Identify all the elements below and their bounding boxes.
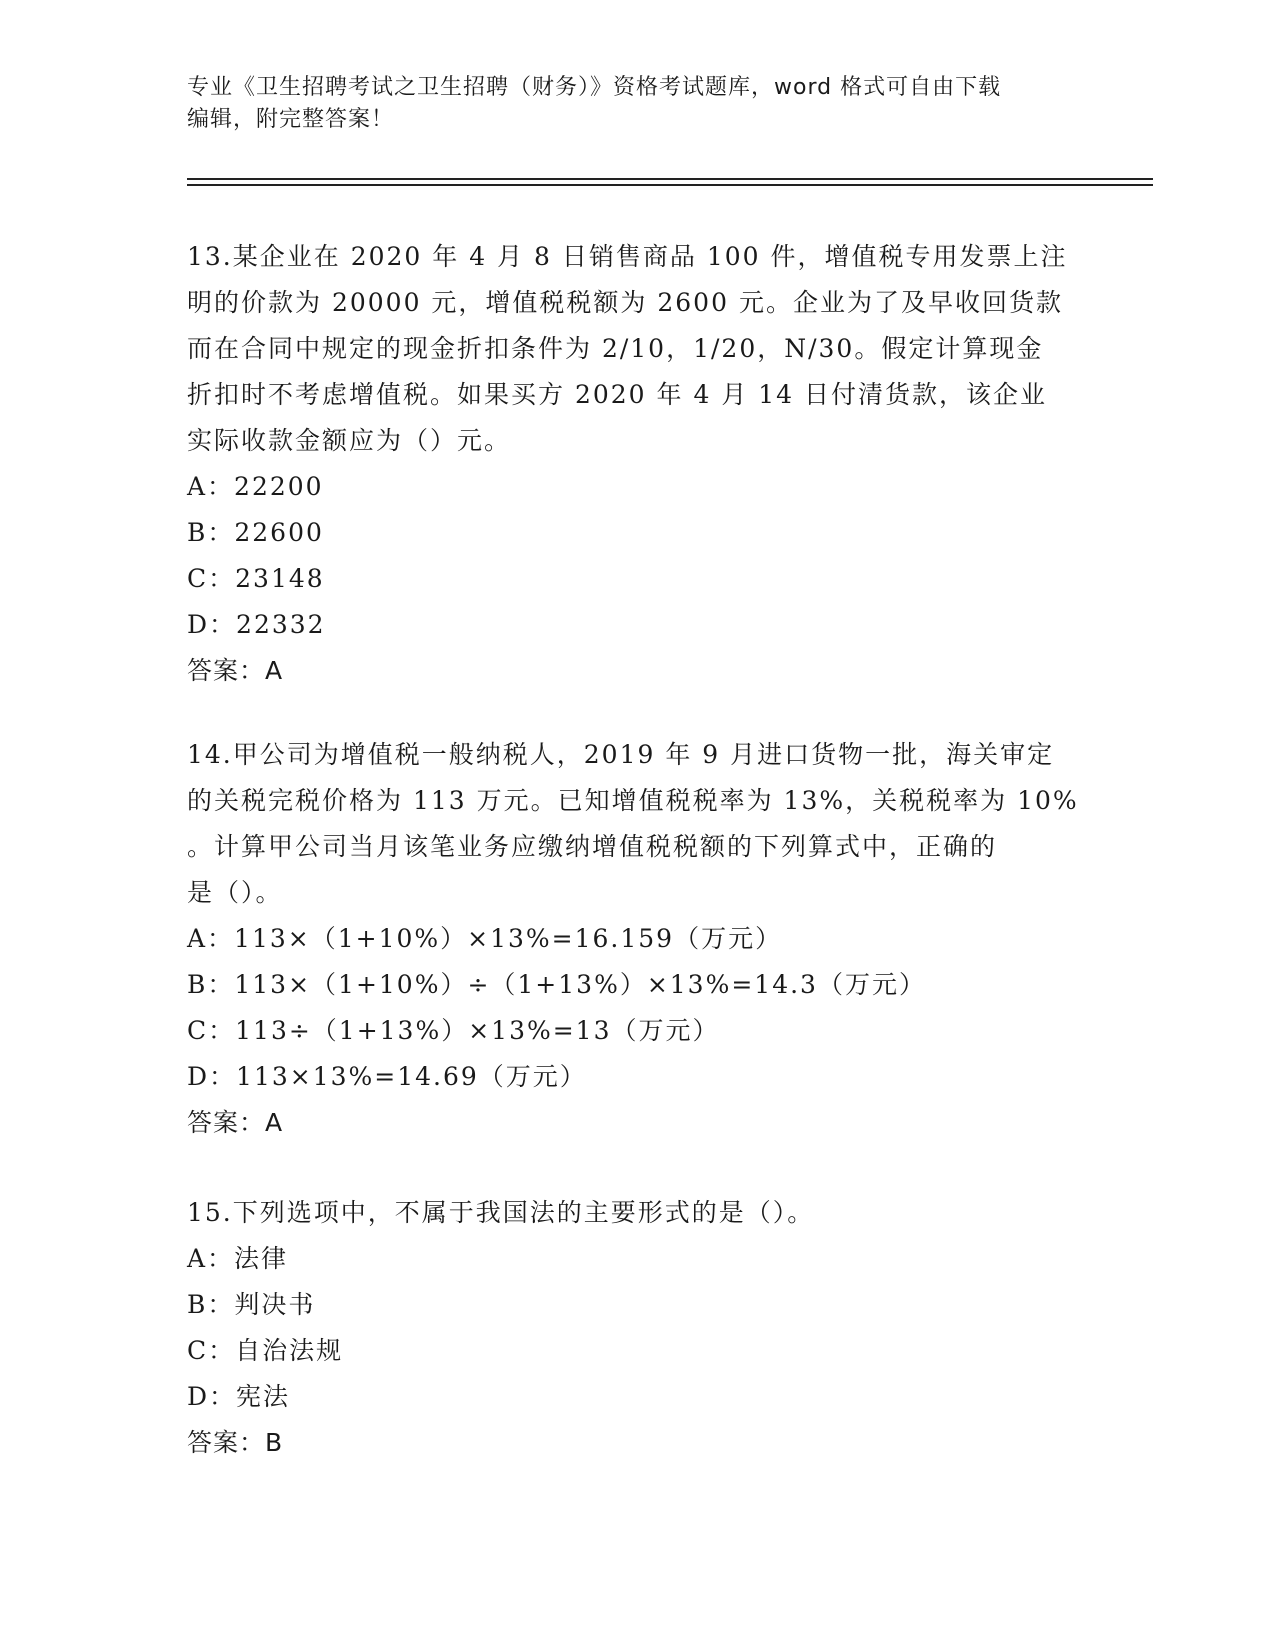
option-a: A：法律 bbox=[187, 1244, 289, 1273]
question-line: 是（）。 bbox=[187, 878, 283, 907]
question-13 bbox=[187, 234, 1087, 694]
question-line: 而在合同中规定的现金折扣条件为 2/10，1/20，N/30。假定计算现金 bbox=[187, 334, 1044, 363]
question-line: 14.甲公司为增值税一般纳税人，2019 年 9 月进口货物一批，海关审定 bbox=[187, 740, 1055, 769]
question-text bbox=[187, 234, 1087, 464]
question-line: 15.下列选项中，不属于我国法的主要形式的是（）。 bbox=[187, 1198, 815, 1227]
answer-label: 答案：A bbox=[187, 1108, 284, 1137]
question-line: 的关税完税价格为 113 万元。已知增值税税率为 13%，关税税率为 10% bbox=[187, 786, 1079, 815]
answer-label: 答案：B bbox=[187, 1428, 284, 1457]
question-line: 明的价款为 20000 元，增值税税额为 2600 元。企业为了及早收回货款 bbox=[187, 288, 1063, 317]
answer-label: 答案：A bbox=[187, 656, 284, 685]
question-line: 13.某企业在 2020 年 4 月 8 日销售商品 100 件，增值税专用发票上注 bbox=[187, 242, 1068, 271]
header-line-2: 编辑，附完整答案！ bbox=[187, 107, 395, 132]
document-header bbox=[187, 72, 1067, 136]
header-divider-top bbox=[187, 178, 1153, 180]
option-c: C：113÷（1+13%）×13%=13（万元） bbox=[187, 1016, 720, 1045]
question-14 bbox=[187, 732, 1087, 1146]
option-a: A：113×（1+10%）×13%=16.159（万元） bbox=[187, 924, 783, 953]
option-a: A：22200 bbox=[187, 472, 324, 501]
option-b: B：22600 bbox=[187, 518, 324, 547]
option-c: C：自治法规 bbox=[187, 1336, 344, 1365]
option-c: C：23148 bbox=[187, 564, 325, 593]
option-d: D：22332 bbox=[187, 610, 326, 639]
header-line-1: 专业《卫生招聘考试之卫生招聘（财务）》资格考试题库，word 格式可自由下载 bbox=[187, 75, 1002, 100]
question-text bbox=[187, 1190, 1087, 1236]
question-line: 。计算甲公司当月该笔业务应缴纳增值税税额的下列算式中，正确的 bbox=[187, 832, 998, 861]
option-d: D：宪法 bbox=[187, 1382, 291, 1411]
question-15 bbox=[187, 1190, 1087, 1466]
option-b: B：113×（1+10%）÷（1+13%）×13%=14.3（万元） bbox=[187, 970, 926, 999]
option-d: D：113×13%=14.69（万元） bbox=[187, 1062, 587, 1091]
question-line: 折扣时不考虑增值税。如果买方 2020 年 4 月 14 日付清货款，该企业 bbox=[187, 380, 1048, 409]
header-divider-bottom bbox=[187, 184, 1153, 186]
option-b: B：判决书 bbox=[187, 1290, 316, 1319]
question-line: 实际收款金额应为（）元。 bbox=[187, 426, 512, 455]
question-text bbox=[187, 732, 1087, 916]
